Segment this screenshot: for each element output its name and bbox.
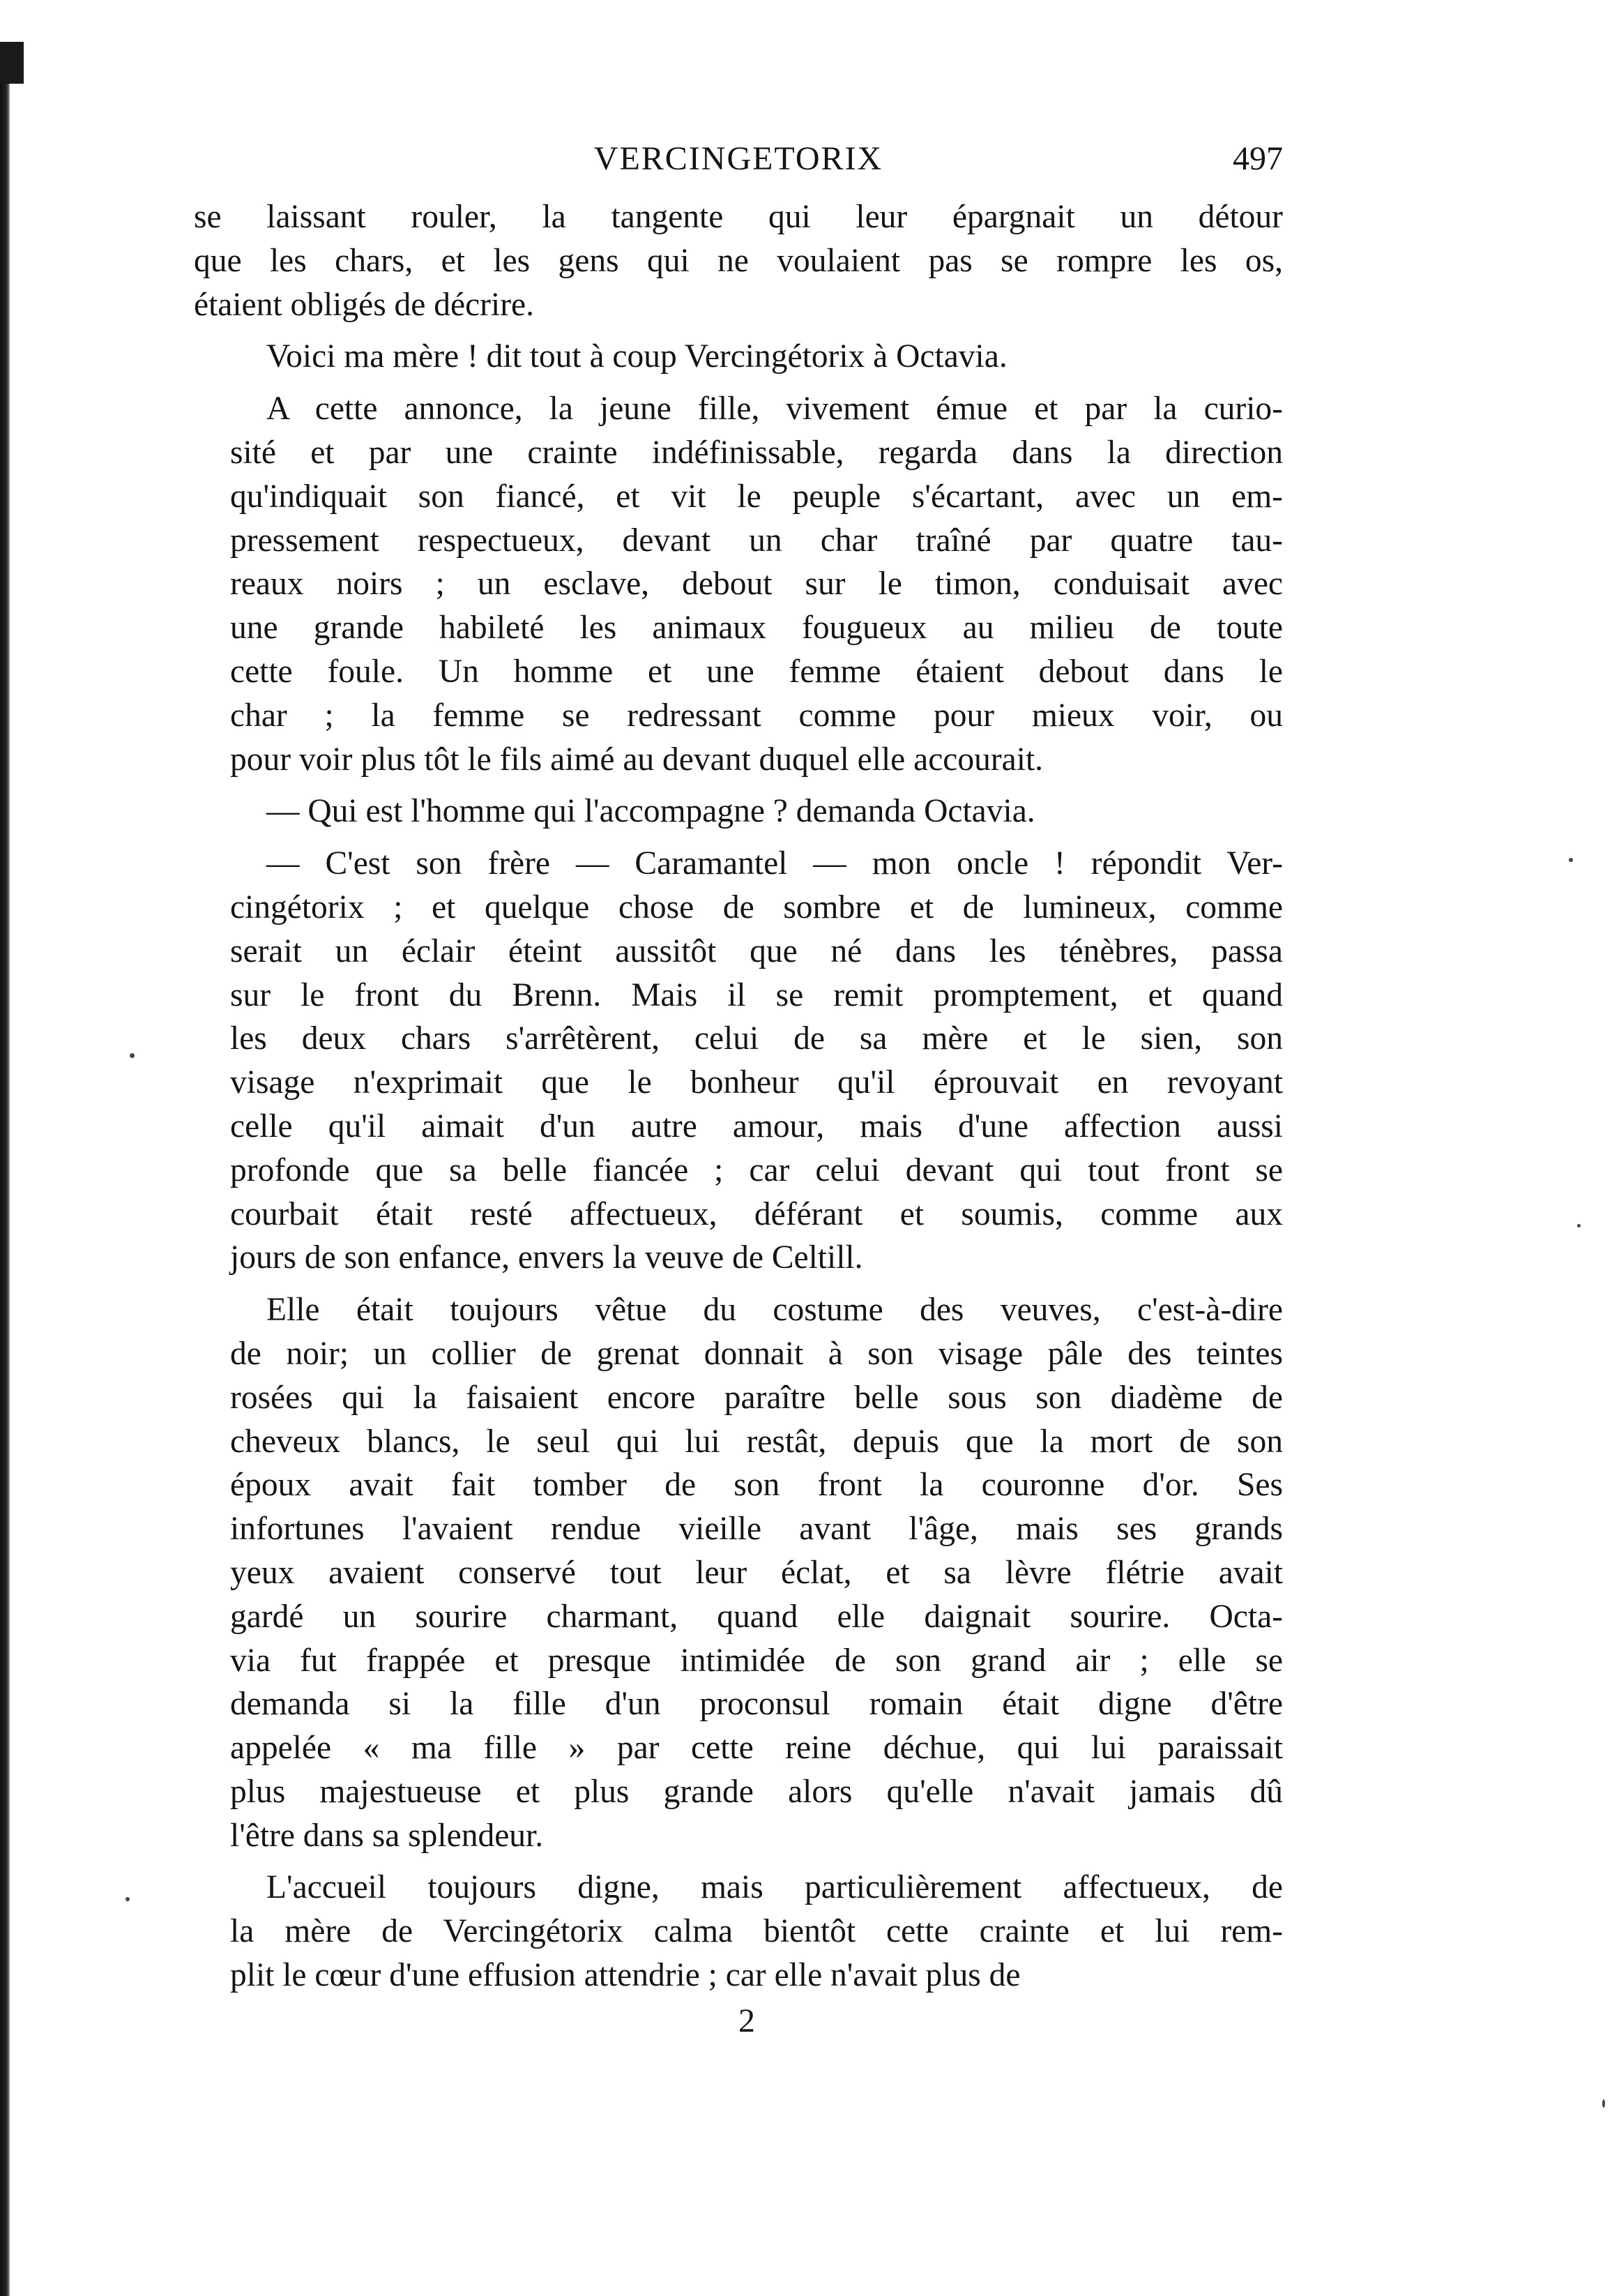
text-line: sur le front du Brenn. Mais il se remit promptement, et quand — [230, 976, 1283, 1013]
text-line: via fut frappée et presque intimidée de son grand air ; elle se — [230, 1642, 1283, 1679]
text-line: L'accueil toujours digne, mais particulièrement affectueux, de — [266, 1869, 1283, 1906]
scan-speck — [1569, 858, 1573, 862]
scan-speck — [126, 1897, 130, 1901]
text-line: cingétorix ; et quelque chose de sombre et de lumineux, comme — [230, 889, 1283, 926]
signature-mark: 2 — [738, 2002, 755, 2039]
text-line: pour voir plus tôt le fils aimé au devant duquel elle accourait. — [230, 741, 1044, 778]
running-head — [194, 139, 1283, 195]
paragraph — [194, 335, 1283, 379]
text-line: demanda si la fille d'un proconsul romain était digne d'être — [230, 1686, 1283, 1723]
text-line: cheveux blancs, le seul qui lui restât, depuis que la mort de son — [230, 1423, 1283, 1460]
paragraph — [194, 1866, 1283, 1997]
text-line: sité et par une crainte indéfinissable, regarda dans la direction — [230, 434, 1283, 471]
text-line: appelée « ma fille » par cette reine déchue, qui lui paraissait — [230, 1730, 1283, 1767]
scan-speck — [130, 1053, 135, 1058]
text-line: que les chars, et les gens qui ne voulaient pas se rompre les os, — [194, 242, 1283, 279]
text-line: plit le cœur d'une effusion attendrie ; car elle n'avait plus de — [230, 1957, 1021, 1994]
text-line: Voici ma mère ! dit tout à coup Vercingétorix à Octavia. — [266, 338, 1008, 375]
text-line: l'être dans sa splendeur. — [230, 1817, 544, 1854]
text-line: de noir; un collier de grenat donnait à son visage pâle des teintes — [230, 1335, 1283, 1372]
paragraph — [194, 790, 1283, 833]
text-line: — Qui est l'homme qui l'accompagne ? demanda Octavia. — [266, 793, 1035, 830]
running-title: VERCINGETORIX — [593, 140, 883, 177]
text-line: visage n'exprimait que le bonheur qu'il éprouvait en revoyant — [230, 1064, 1283, 1101]
text-line: cette foule. Un homme et une femme étaient debout dans le — [230, 653, 1283, 690]
text-line: une grande habileté les animaux fougueux au milieu de toute — [230, 610, 1283, 647]
scan-speck — [1577, 1224, 1581, 1228]
text-line: étaient obligés de décrire. — [194, 286, 534, 323]
book-page — [194, 139, 1283, 2040]
text-line: rosées qui la faisaient encore paraître belle sous son diadème de — [230, 1379, 1283, 1416]
text-line: qu'indiquait son fiancé, et vit le peuple s'écartant, avec un em- — [230, 478, 1283, 515]
text-line: Elle était toujours vêtue du costume des veuves, c'est-à-dire — [266, 1292, 1283, 1329]
paragraph — [194, 387, 1283, 781]
text-line: serait un éclair éteint aussitôt que né dans les ténèbres, passa — [230, 932, 1283, 969]
text-line: profonde que sa belle fiancée ; car celui devant qui tout front se — [230, 1151, 1283, 1188]
text-line: courbait était resté affectueux, déférant et soumis, comme aux — [230, 1195, 1283, 1232]
scan-speck — [1602, 2099, 1605, 2108]
text-line: gardé un sourire charmant, quand elle daignait sourire. Octa- — [230, 1598, 1283, 1635]
text-line: se laissant rouler, la tangente qui leur épargnait un détour — [194, 199, 1283, 235]
text-line: infortunes l'avaient rendue vieille avant l'âge, mais ses grands — [230, 1511, 1283, 1548]
text-line: char ; la femme se redressant comme pour mieux voir, ou — [230, 697, 1283, 734]
text-line: — C'est son frère — Caramantel — mon oncle ! répondit Ver- — [266, 845, 1283, 882]
page-number: 497 — [1233, 140, 1283, 177]
binding-edge-top — [0, 42, 24, 84]
text-line: les deux chars s'arrêtèrent, celui de sa mère et le sien, son — [230, 1020, 1283, 1057]
text-line: plus majestueuse et plus grande alors qu'elle n'avait jamais dû — [230, 1773, 1283, 1810]
text-line: jours de son enfance, envers la veuve de Celtill. — [230, 1239, 863, 1276]
body-text — [194, 195, 1283, 1997]
text-line: yeux avaient conservé tout leur éclat, et sa lèvre flétrie avait — [230, 1554, 1283, 1591]
text-line: pressement respectueux, devant un char traîné par quatre tau- — [230, 522, 1283, 559]
binding-edge — [0, 42, 10, 2296]
paragraph — [194, 195, 1283, 326]
paragraph — [194, 1288, 1283, 1857]
paragraph — [194, 842, 1283, 1280]
text-line: époux avait fait tomber de son front la couronne d'or. Ses — [230, 1467, 1283, 1504]
text-line: celle qu'il aimait d'un autre amour, mais d'une affection aussi — [230, 1108, 1283, 1145]
text-line: reaux noirs ; un esclave, debout sur le timon, conduisait avec — [230, 566, 1283, 603]
text-line: la mère de Vercingétorix calma bientôt cette crainte et lui rem- — [230, 1913, 1283, 1950]
text-line: A cette annonce, la jeune fille, vivement émue et par la curio- — [266, 391, 1283, 428]
